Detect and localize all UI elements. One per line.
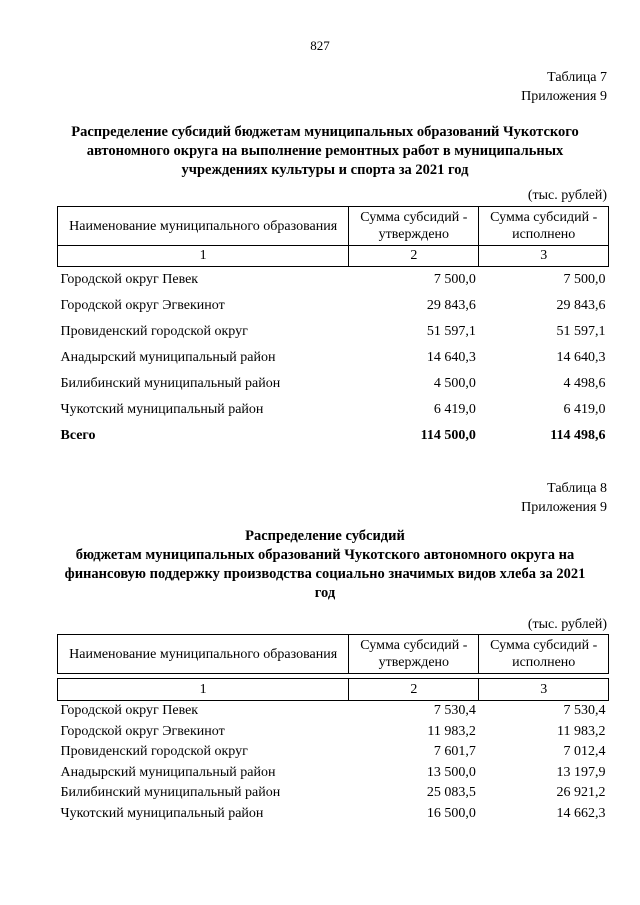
table8-header-row: [58, 635, 609, 674]
table7-label-line1: Таблица 7: [547, 70, 607, 85]
cell-executed: 13 197,9: [556, 764, 606, 780]
table7-column-numbers: [58, 246, 609, 267]
cell-name: Городской округ Эгвекинот: [60, 298, 225, 313]
cell-approved: 29 843,6: [426, 298, 476, 313]
table7: [57, 206, 609, 449]
cell-executed: 26 921,2: [556, 785, 606, 801]
table8-column-numbers: [58, 679, 609, 701]
cell-executed: 7 500,0: [563, 272, 606, 287]
table7-colnum: 2: [349, 246, 479, 267]
table7-label-line2: Приложения 9: [521, 89, 607, 104]
cell-approved: 7 601,7: [433, 744, 476, 760]
cell-executed: 4 498,6: [563, 376, 606, 391]
table7-caption-line: автономного округа на выполнение ремонтных работ в муниципальных: [86, 143, 564, 159]
table-row: [58, 701, 609, 722]
table-row: [58, 722, 609, 743]
table8: [57, 634, 609, 824]
table8-colnum: 1: [58, 679, 349, 701]
cell-approved: 114 500,0: [420, 428, 476, 443]
table8-caption-line: Распределение субсидий: [245, 528, 405, 544]
cell-approved: 6 419,0: [433, 402, 476, 417]
cell-name: Всего: [60, 428, 96, 443]
table8-label: [521, 479, 607, 517]
cell-executed: 114 498,6: [550, 428, 606, 443]
table7-caption-line: Распределение субсидий бюджетам муниципальных образований Чукотского: [71, 124, 579, 140]
table7-header-approved: Сумма субсидий - утверждено: [349, 207, 479, 246]
table7-units: (тыс. рублей): [527, 188, 607, 203]
cell-executed: 11 983,2: [557, 723, 606, 739]
table8-units: (тыс. рублей): [527, 617, 607, 632]
cell-executed: 51 597,1: [556, 324, 606, 339]
cell-approved: 13 500,0: [426, 764, 476, 780]
table7-total-row: [58, 423, 609, 449]
table-row: [58, 397, 609, 423]
table7-header-name: Наименование муниципального образования: [58, 207, 349, 246]
cell-approved: 51 597,1: [426, 324, 476, 339]
cell-approved: 16 500,0: [426, 805, 476, 821]
table8-header-name: Наименование муниципального образования: [58, 635, 349, 674]
table8-colnum: 2: [349, 679, 479, 701]
table-row: [58, 763, 609, 784]
table-row: [58, 293, 609, 319]
cell-approved: 7 530,4: [433, 703, 476, 719]
cell-executed: 14 640,3: [556, 350, 606, 365]
table-row: [58, 742, 609, 763]
cell-approved: 25 083,5: [426, 785, 476, 801]
cell-name: Анадырский муниципальный район: [60, 764, 276, 780]
cell-name: Анадырский муниципальный район: [60, 350, 276, 365]
table7-header-row: [58, 207, 609, 246]
table-row: [58, 345, 609, 371]
table8-caption-line: бюджетам муниципальных образований Чукотского автономного округа на: [75, 547, 575, 563]
table-row: [58, 319, 609, 345]
table7-colnum: 3: [479, 246, 609, 267]
page-number: 827: [310, 38, 330, 53]
cell-name: Городской округ Певек: [60, 703, 199, 719]
cell-approved: 7 500,0: [433, 272, 476, 287]
cell-name: Чукотский муниципальный район: [60, 402, 264, 417]
table8-label-line2: Приложения 9: [521, 500, 607, 515]
cell-approved: 4 500,0: [433, 376, 476, 391]
table-row: [58, 371, 609, 397]
table-row: [58, 783, 609, 804]
cell-name: Городской округ Певек: [60, 272, 199, 287]
table8-header-approved: Сумма субсидий - утверждено: [349, 635, 479, 674]
cell-executed: 7 530,4: [563, 703, 606, 719]
table7-header-executed: Сумма субсидий - исполнено: [479, 207, 609, 246]
table-row: [58, 804, 609, 825]
table7-caption: [40, 123, 610, 180]
cell-executed: 7 012,4: [563, 744, 606, 760]
table8-caption-line: финансовую поддержку производства социально значимых видов хлеба за 2021: [64, 566, 586, 582]
cell-executed: 6 419,0: [563, 402, 606, 417]
cell-name: Провиденский городской округ: [60, 324, 248, 339]
cell-name: Чукотский муниципальный район: [60, 805, 264, 821]
table7-caption-line: учреждениях культуры и спорта за 2021 год: [181, 162, 469, 178]
table7-colnum: 1: [58, 246, 349, 267]
table8-caption: [40, 527, 610, 603]
table7-label: [521, 68, 607, 106]
table-row: [58, 267, 609, 294]
table8-caption-line: год: [314, 585, 336, 601]
cell-name: Провиденский городской округ: [60, 744, 248, 760]
cell-executed: 14 662,3: [556, 805, 606, 821]
cell-approved: 11 983,2: [427, 723, 476, 739]
cell-approved: 14 640,3: [426, 350, 476, 365]
table8-header-executed: Сумма субсидий - исполнено: [479, 635, 609, 674]
cell-name: Городской округ Эгвекинот: [60, 723, 225, 739]
table8-label-line1: Таблица 8: [547, 481, 607, 496]
table8-colnum: 3: [479, 679, 609, 701]
cell-executed: 29 843,6: [556, 298, 606, 313]
cell-name: Билибинский муниципальный район: [60, 785, 281, 801]
cell-name: Билибинский муниципальный район: [60, 376, 281, 391]
